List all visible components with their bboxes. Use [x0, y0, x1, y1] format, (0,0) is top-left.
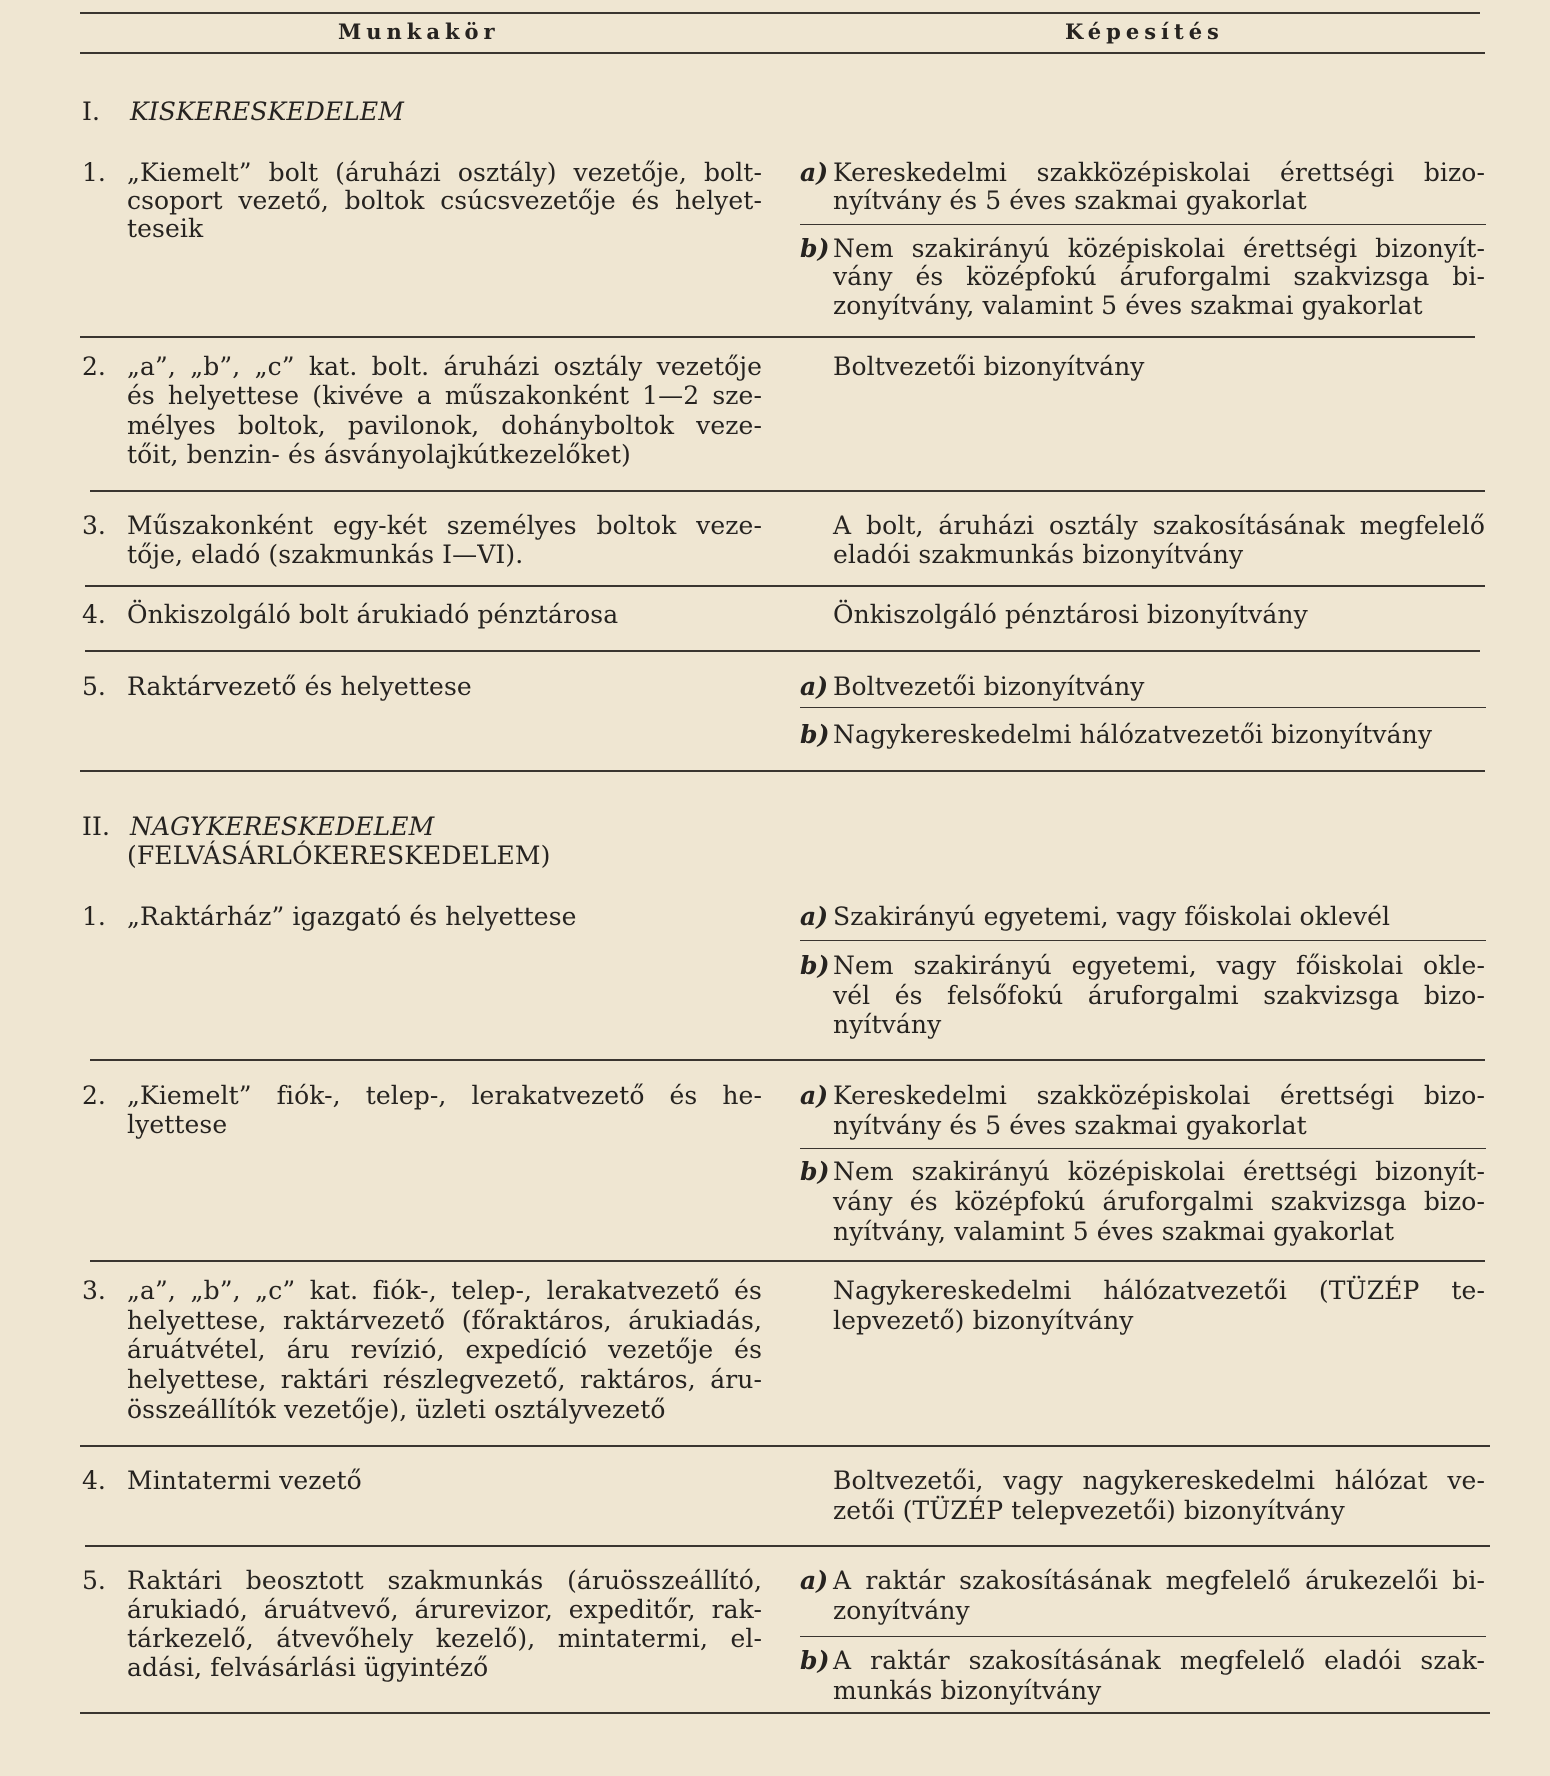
qualification-line: zonyítvány	[833, 1596, 970, 1625]
row-divider	[85, 585, 1485, 587]
item-number: 3.	[82, 511, 106, 540]
job-line: tője, eladó (szakmunkás I—VI).	[127, 540, 524, 569]
item-number: 4.	[82, 1466, 106, 1495]
section-subtitle: (FELVÁSÁRLÓKERESKEDELEM)	[127, 841, 551, 870]
qualification-label: b)	[800, 720, 830, 749]
qualification-line: Kereskedelmi szakközépiskolai érettségi bizo-	[833, 158, 1485, 187]
job-line: teseik	[127, 214, 204, 243]
header-top-rule	[80, 12, 1480, 14]
item-number: 2.	[82, 1081, 106, 1110]
qualification-line: Kereskedelmi szakközépiskolai érettségi bizo-	[833, 1081, 1485, 1110]
qualification-label: a)	[800, 902, 829, 931]
qualification-line: A bolt, áruházi osztály szakosításának megfelelő	[833, 511, 1485, 540]
qualification-divider	[800, 1636, 1486, 1637]
section-divider	[80, 770, 1485, 772]
job-line: Műszakonként egy-két személyes boltok veze-	[127, 511, 762, 540]
qualification-divider	[800, 940, 1486, 941]
qualification-line: Nem szakirányú egyetemi, vagy főiskolai okle-	[833, 951, 1485, 980]
qualification-line: Boltvezetői, vagy nagykereskedelmi hálózat ve-	[833, 1466, 1485, 1495]
qualification-label: a)	[800, 672, 829, 701]
job-line: helyettese, raktári részlegvezető, raktáros, áru-	[127, 1365, 762, 1394]
qualification-line: nyítvány	[833, 1010, 942, 1039]
row-divider	[85, 1545, 1490, 1547]
qualification-label: a)	[800, 1081, 829, 1110]
job-line: „a”, „b”, „c” kat. fiók-, telep-, lerakatvezető és	[127, 1276, 762, 1305]
qualification-line: zetői (TÜZÉP telepvezetői) bizonyítvány	[833, 1496, 1345, 1525]
row-divider	[90, 490, 1485, 492]
qualification-line: Szakirányú egyetemi, vagy főiskolai oklevél	[833, 902, 1391, 931]
header-col-job: Munkakör	[338, 19, 500, 44]
qualification-line: nyítvány és 5 éves szakmai gyakorlat	[833, 1111, 1307, 1140]
row-divider	[90, 1059, 1485, 1061]
job-line: tőit, benzin- és ásványolajkútkezelőket)	[127, 440, 631, 469]
job-line: Mintatermi vezető	[127, 1466, 362, 1495]
header-bottom-rule	[80, 52, 1485, 54]
qualification-line: A raktár szakosításának megfelelő árukezelői bi-	[833, 1566, 1485, 1595]
item-number: 3.	[82, 1276, 106, 1305]
qualification-line: munkás bizonyítvány	[833, 1676, 1102, 1705]
item-number: 2.	[82, 352, 106, 381]
qualification-line: Nem szakirányú középiskolai érettségi bizonyít-	[833, 234, 1485, 263]
qualification-label: a)	[800, 1566, 829, 1595]
job-line: „Kiemelt” bolt (áruházi osztály) vezetője, bolt-	[127, 158, 762, 187]
job-line: összeállítók vezetője), üzleti osztályvezető	[127, 1395, 666, 1424]
qualification-line: vél és felsőfokú áruforgalmi szakvizsga bizo-	[833, 981, 1485, 1010]
qualification-label: b)	[800, 1157, 830, 1186]
section-roman: I.	[82, 97, 101, 126]
job-line: „a”, „b”, „c” kat. bolt. áruházi osztály vezetője	[127, 352, 762, 381]
job-line: Raktári beosztott szakmunkás (áruösszeállító,	[127, 1566, 762, 1595]
item-number: 5.	[82, 1566, 106, 1595]
qualification-line: Önkiszolgáló pénztárosi bizonyítvány	[833, 600, 1308, 629]
qualification-line: eladói szakmunkás bizonyítvány	[833, 540, 1244, 569]
qualification-divider	[800, 1148, 1486, 1149]
row-divider	[80, 1445, 1490, 1447]
qualification-line: nyítvány, valamint 5 éves szakmai gyakorlat	[833, 1217, 1395, 1246]
qualification-line: nyítvány és 5 éves szakmai gyakorlat	[833, 186, 1307, 215]
row-divider	[80, 336, 1475, 338]
qualification-line: lepvezető) bizonyítvány	[833, 1306, 1134, 1335]
section-title: KISKERESKEDELEM	[130, 97, 404, 126]
qualification-line: Nagykereskedelmi hálózatvezetői (TÜZÉP te-	[833, 1276, 1485, 1305]
qualification-line: Nem szakirányú középiskolai érettségi bizonyít-	[833, 1157, 1485, 1186]
item-number: 1.	[82, 902, 106, 931]
qualification-label: b)	[800, 234, 830, 263]
qualification-line: Boltvezetői bizonyítvány	[833, 672, 1145, 701]
item-number: 1.	[82, 158, 106, 187]
qualification-line: Boltvezetői bizonyítvány	[833, 352, 1145, 381]
qualification-label: a)	[800, 158, 829, 187]
job-line: csoport vezető, boltok csúcsvezetője és helyet-	[127, 186, 762, 215]
qualification-divider	[800, 224, 1486, 225]
job-line: mélyes boltok, pavilonok, dohányboltok veze-	[127, 411, 762, 440]
job-line: és helyettese (kivéve a műszakonként 1—2 sze-	[127, 381, 762, 410]
qualification-line: zonyítvány, valamint 5 éves szakmai gyakorlat	[833, 291, 1423, 320]
qualification-line: Nagykereskedelmi hálózatvezetői bizonyítvány	[833, 720, 1433, 749]
row-divider	[90, 1260, 1485, 1262]
job-line: áruátvétel, áru revízió, expedíció vezetője és	[127, 1335, 762, 1364]
qualification-label: b)	[800, 1646, 830, 1675]
qualification-divider	[800, 707, 1486, 708]
item-number: 4.	[82, 600, 106, 629]
job-line: „Raktárház” igazgató és helyettese	[127, 902, 577, 931]
job-line: árukiadó, áruátvevő, árurevizor, expeditőr, rak-	[127, 1595, 762, 1624]
job-line: helyettese, raktárvezető (főraktáros, árukiadás,	[127, 1306, 762, 1335]
table-bottom-rule	[80, 1712, 1490, 1714]
job-line: Önkiszolgáló bolt árukiadó pénztárosa	[127, 600, 619, 629]
qualification-line: vány és középfokú áruforgalmi szakvizsga bizo-	[833, 1187, 1485, 1216]
section-title: NAGYKERESKEDELEM	[130, 812, 435, 841]
job-line: Raktárvezető és helyettese	[127, 672, 472, 701]
header-col-qualification: Képesítés	[1065, 19, 1224, 44]
section-roman: II.	[82, 812, 110, 841]
qualification-line: vány és középfokú áruforgalmi szakvizsga bi-	[833, 262, 1485, 291]
job-line: tárkezelő, átvevőhely kezelő), mintatermi, el-	[127, 1624, 762, 1653]
row-divider	[85, 650, 1480, 652]
job-line: lyettese	[127, 1110, 228, 1139]
item-number: 5.	[82, 672, 106, 701]
qualification-label: b)	[800, 951, 830, 980]
job-line: adási, felvásárlási ügyintéző	[127, 1653, 489, 1682]
qualification-line: A raktár szakosításának megfelelő eladói szak-	[833, 1646, 1485, 1675]
job-line: „Kiemelt” fiók-, telep-, lerakatvezető és he-	[127, 1081, 762, 1110]
